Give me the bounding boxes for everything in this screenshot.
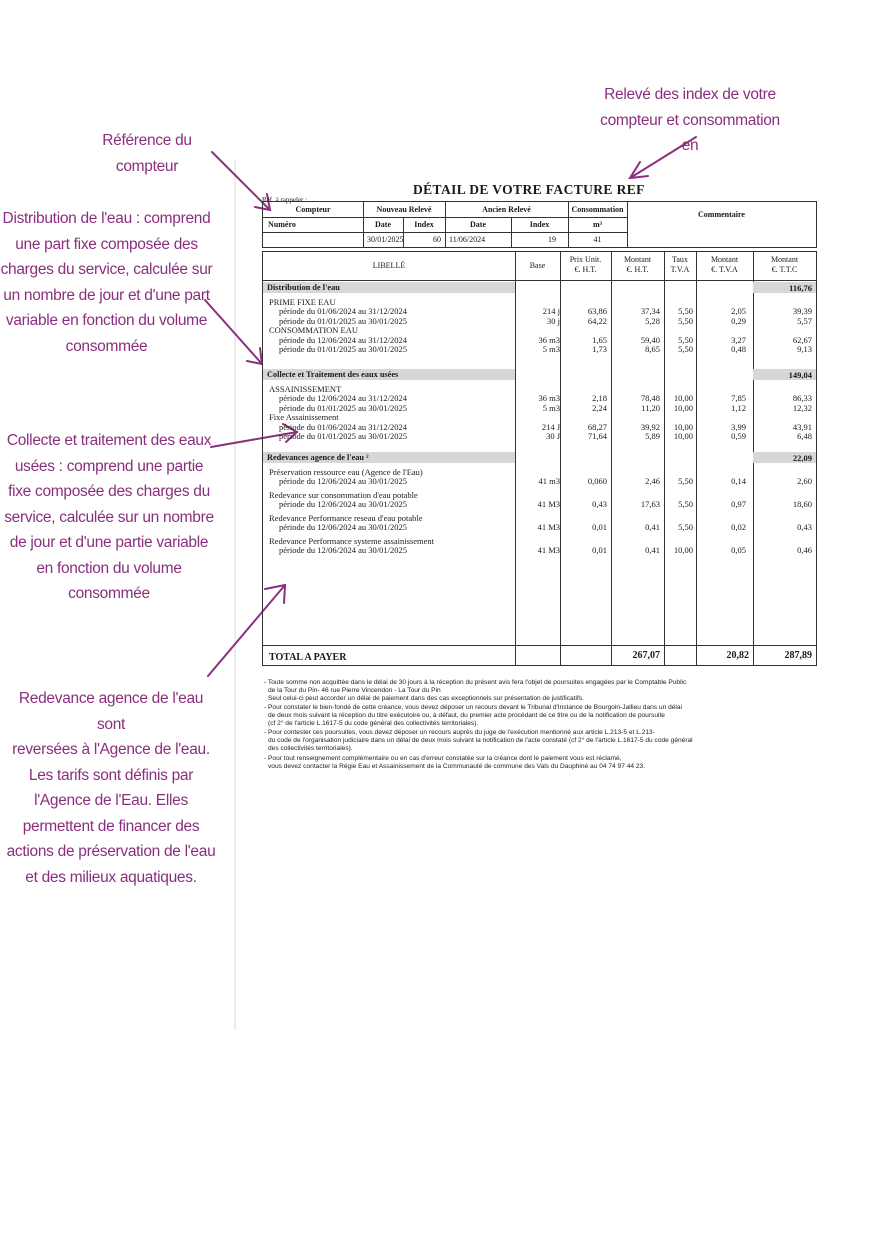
line-amount-ttc: 0,46 [797,545,812,556]
annotation-line: Distribution de l'eau : comprend [2,210,211,227]
annotation-line: Redevance agence de l'eau sont [18,690,204,733]
line-period: période du 12/06/2024 au 31/12/2024 [279,393,407,404]
annotation-line: de jour et d'une partie variable [9,534,209,551]
line-base: 41 M3 [537,545,560,556]
line-base: 30 j [547,315,560,326]
line-vat-rate: 10,00 [673,421,693,432]
annotation-line: permettent de financer des [22,817,200,835]
line-unit-price: 2,24 [592,402,607,413]
line-amount-ht: 8,65 [645,344,660,354]
col-montant-ht: Montant €. H.T. [623,255,652,274]
col-montant-tva: Montant €. T.V.A [710,255,739,274]
line-vat-amount: 0,05 [731,545,746,556]
annotation-line: charges du service, calculée sur [0,261,213,278]
footnote-line: du code de l'organisation judiciaire dans un délai de deux mois suivant la notification de l'acte constaté (cf 2° de l'article L.1617-5 du code général [268,737,693,745]
line-amount-ttc: 0,43 [797,522,812,533]
footnote-line: des collectivités territoriales). [268,745,353,753]
line-base: 41 M3 [537,522,560,533]
line-unit-price: 0,01 [592,522,607,533]
footnote-line: - Pour tout renseignement complémentaire ou en cas d'erreur constatée sur la créance dont le paiement vous est réclamé, [264,754,622,762]
section-total: 149,04 [788,370,812,380]
annotation-line: Référence du compteur [102,132,192,175]
line-base: 36 m3 [538,334,560,345]
section-title: Collecte et Traitement des eaux usées [267,370,399,379]
line-label: Redevance Performance reseau d'eau potable [269,513,423,523]
line-vat-rate: 5,50 [678,334,693,345]
line-period: période du 01/06/2024 au 31/12/2024 [279,421,407,432]
footnote-line: de deux mois suivant la réception du titre exécutoire ou, à défaut, du premier acte procédant de ce titre ou de la notification de poursuite [268,712,665,720]
line-vat-amount: 3,27 [731,334,746,345]
h-date-new: Date [375,220,391,229]
annotation-line: service, calculée sur un nombre [4,508,214,526]
line-amount-ht: 59,40 [640,334,660,345]
line-vat-rate: 5,50 [678,315,693,326]
footnote-line: vous devez contacter la Régie Eau et Assainissement de la Communauté de commune des Vals du Dauphiné au 04 74 97 44 23. [268,762,646,770]
section-title: Redevances agence de l'eau ² [267,453,369,462]
line-amount-ttc: 43,91 [792,421,812,432]
line-unit-price: 0,01 [592,545,607,556]
col-pu: Prix Unit. €. H.T. [569,255,602,274]
col-taux: Taux T.V.A [670,255,690,274]
line-base: 30 J [546,431,560,441]
annotation-line: reversées à l'Agence de l'eau. [12,741,210,758]
line-amount-ht: 5,89 [645,431,660,441]
line-unit-price: 0,060 [587,476,607,487]
line-vat-rate: 10,00 [673,402,693,413]
line-vat-amount: 3,99 [731,421,746,432]
line-unit-price: 64,22 [587,315,607,326]
section-title: Distribution de l'eau [267,283,340,292]
line-amount-ht: 0,41 [645,545,660,556]
col-base: Base [529,261,546,270]
total-label: TOTAL A PAYER [269,652,347,663]
line-label: Redevance Performance systeme assainissement [269,536,434,546]
annotation-line: actions de préservation de l'eau [6,843,216,860]
annotation-line: variable en fonction du volume [5,312,208,329]
h-ancien: Ancien Relevé [482,205,531,214]
line-vat-amount: 0,02 [731,522,746,533]
line-amount-ttc: 2,60 [797,476,812,487]
line-vat-rate: 10,00 [673,545,693,556]
line-label: PRIME FIXE EAU [269,297,336,307]
line-vat-amount: 0,59 [731,431,746,441]
footnote-line: (cf 2° de l'article L.1617-5 du code général des collectivités territoriales). [268,720,479,728]
h-compteur: Compteur [295,205,331,214]
annotation-line: fixe composée des charges du [8,483,210,500]
line-amount-ttc: 18,60 [792,499,812,510]
line-amount-ttc: 12,32 [792,402,812,413]
line-period: période du 01/06/2024 au 31/12/2024 [279,306,407,317]
old-date: 11/06/2024 [449,235,486,244]
line-amount-ht: 11,20 [641,402,660,413]
old-index: 19 [548,235,556,244]
invoice-title: DÉTAIL DE VOTRE FACTURE REF [413,182,645,197]
line-vat-amount: 7,85 [731,393,746,404]
annotation-line: Les tarifs sont définis par [28,766,194,784]
annotation-line: Collecte et traitement des eaux [6,432,212,449]
col-libelle: LIBELLÉ [372,261,406,270]
line-vat-amount: 1,12 [731,402,746,413]
line-base: 41 m3 [538,476,560,487]
line-amount-ttc: 39,39 [792,306,812,317]
line-vat-rate: 10,00 [673,393,693,404]
line-amount-ht: 2,46 [645,476,660,487]
section-total: 116,76 [789,283,812,293]
line-amount-ttc: 86,33 [792,393,812,404]
line-unit-price: 0,43 [592,499,607,510]
h-date-old: Date [470,220,486,229]
line-amount-ht: 37,34 [640,306,660,317]
h-consommation: Consommation [571,205,624,214]
line-period: période du 01/01/2025 au 30/01/2025 [279,315,407,326]
annotation-line: Relevé des index de votre [604,86,776,103]
line-unit-price: 1,65 [592,334,607,345]
total-ttc: 287,89 [784,650,812,661]
line-amount-ht: 78,48 [640,393,660,404]
ref-a-rappeler: Réf. à rappeler : [262,196,308,204]
line-amount-ht: 17,63 [640,499,660,510]
h-unit: m³ [592,220,603,229]
line-unit-price: 71,64 [587,431,607,441]
footnote [264,704,824,728]
annotation-line: consommée [68,585,150,602]
line-vat-amount: 0,29 [731,315,746,326]
annotation-line: une part fixe composée des [15,235,198,253]
footnote-line: Seul celui-ci peut accorder un délai de paiement dans des cas exceptionnels sur présentation de justificatifs. [268,694,584,702]
line-amount-ttc: 6,48 [797,431,812,441]
line-period: période du 12/06/2024 au 30/01/2025 [279,476,407,487]
line-label: CONSOMMATION EAU [269,325,359,336]
line-period: période du 12/06/2024 au 30/01/2025 [279,522,407,533]
line-label: Redevance sur consommation d'eau potable [269,490,418,500]
detail-table [262,251,817,666]
col-montant-ttc: Montant €. T.T.C [770,255,799,274]
footnote-line: - Pour contester ces poursuites, vous devez déposer un recours auprès du juge de l'exécution mentionné aux article L.213-5 et L.213- [264,729,655,737]
line-vat-rate: 5,50 [678,476,693,487]
arrow-releve [630,137,696,178]
line-base: 5 m3 [542,344,560,354]
footnote [264,755,824,771]
line-unit-price: 63,86 [587,306,607,317]
line-amount-ht: 0,41 [645,522,660,533]
footnote [264,729,824,753]
h-nouveau: Nouveau Relevé [376,205,432,214]
new-index: 60 [433,235,441,244]
h-numero: Numéro [268,220,296,229]
line-vat-rate: 5,50 [678,522,693,533]
line-period: période du 01/01/2025 au 30/01/2025 [279,431,407,441]
annotation-line: un nombre de jour et d'une part [3,286,210,304]
footnote [264,679,824,703]
conso-value: 41 [593,235,602,244]
line-label: Préservation ressource eau (Agence de l'Eau) [269,467,423,477]
line-base: 36 m3 [538,393,560,404]
section-total: 22,09 [792,453,812,463]
h-index-new: Index [414,220,434,229]
new-date: 30/01/2025 [367,235,404,244]
line-amount-ttc: 5,57 [797,315,812,326]
line-base: 214 J [541,421,560,432]
line-vat-amount: 0,14 [731,476,746,487]
line-base: 5 m3 [542,402,560,413]
annotation-line: compteur et consommation en [600,111,780,154]
annotation-line: en fonction du volume [36,559,182,577]
h-commentaire: Commentaire [698,210,745,219]
line-unit-price: 1,73 [592,344,607,354]
annotation-line: et des milieux aquatiques. [25,868,197,886]
line-vat-rate: 10,00 [673,431,693,441]
footnote-line: - Toute somme non acquittée dans le délai de 30 jours à la réception du présent avis fera l'objet de poursuites engagées par le Comptable Public [264,679,687,686]
line-vat-rate: 5,50 [678,306,693,317]
annotation-line: usées : comprend une partie [14,457,204,475]
line-vat-amount: 0,48 [731,344,746,354]
total-tva: 20,82 [726,650,749,661]
line-amount-ttc: 9,13 [797,344,812,354]
footnote-line: - Pour constater le bien-fondé de cette créance, vous devez déposer un recours devant le Tribunal d'Instance de Bourgoin-Jallieu dans un délai [264,704,683,712]
line-period: période du 12/06/2024 au 30/01/2025 [279,499,407,510]
line-period: période du 01/01/2025 au 30/01/2025 [279,344,407,354]
line-amount-ht: 39,92 [640,421,660,432]
annotation-line: l'Agence de l'Eau. Elles [34,792,188,809]
h-index-old: Index [529,220,550,229]
line-period: période du 01/01/2025 au 30/01/2025 [279,402,407,413]
arrow-distribution [205,300,262,364]
footnotes [264,679,824,772]
line-amount-ht: 5,28 [645,315,660,326]
line-label: Fixe Assainissement [269,412,339,423]
line-vat-amount: 0,97 [731,499,746,510]
line-unit-price: 68,27 [587,421,607,432]
line-unit-price: 2,18 [592,393,607,404]
line-vat-amount: 2,05 [731,306,746,317]
line-vat-rate: 5,50 [678,344,693,354]
line-label: ASSAINISSEMENT [269,384,342,394]
line-period: période du 12/06/2024 au 31/12/2024 [279,334,407,345]
line-period: période du 12/06/2024 au 30/01/2025 [279,545,407,556]
footnote-line: de la Tour du Pin- 46 rue Pierre Vincendon - La Tour du Pin [268,686,441,694]
line-amount-ttc: 62,67 [792,334,812,345]
line-base: 41 M3 [537,499,560,510]
line-vat-rate: 5,50 [678,499,693,510]
meter-table [262,201,817,248]
annotation-line: consommée [65,337,148,355]
line-base: 214 j [542,306,560,317]
total-ht: 267,07 [632,650,660,661]
